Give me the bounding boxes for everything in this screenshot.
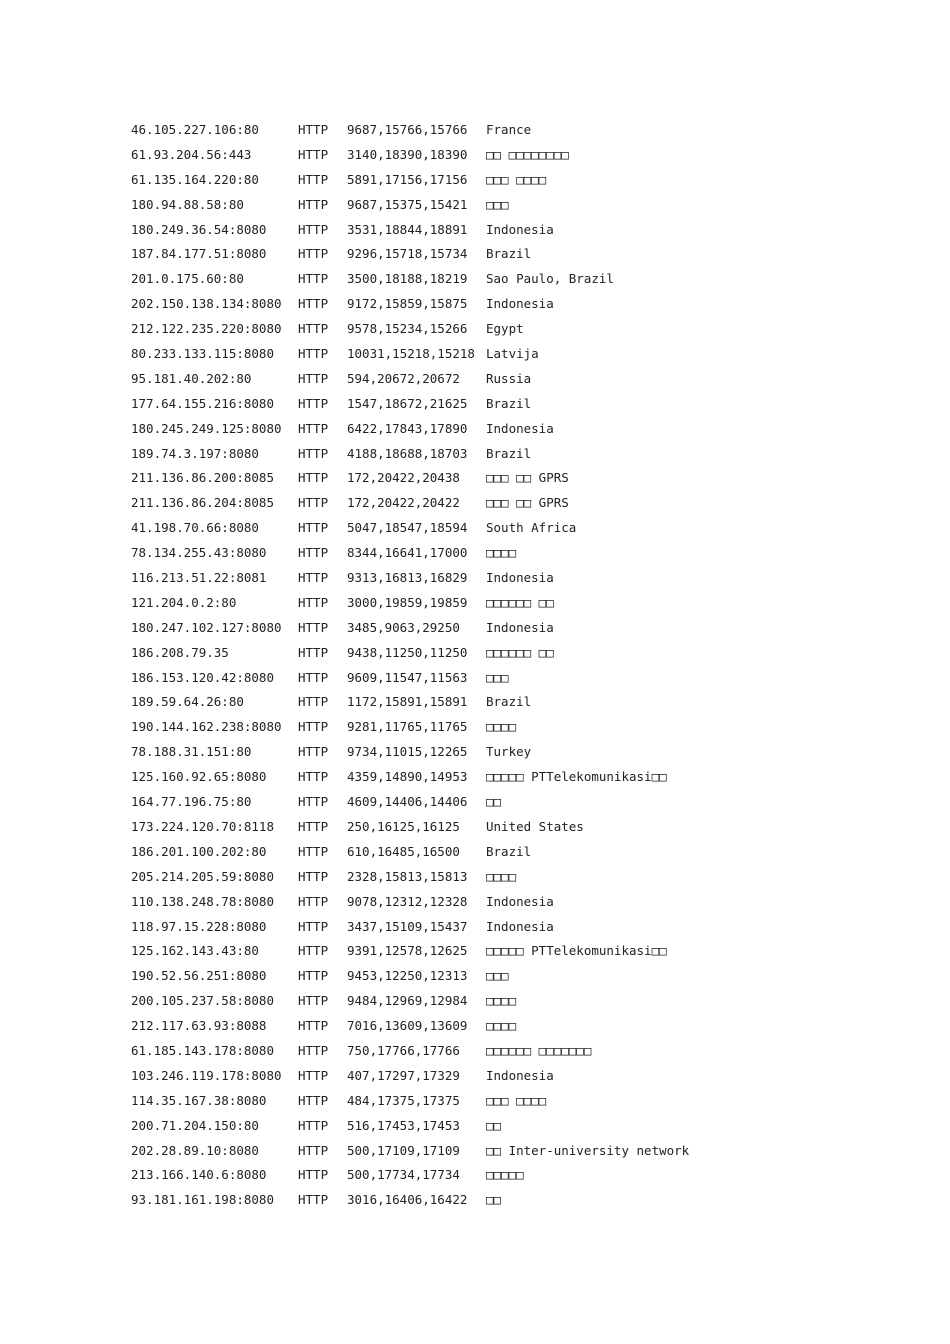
timing-values: 9078,12312,12328 — [347, 893, 468, 909]
list-item — [131, 193, 911, 218]
ip-address: 116.213.51.22:8081 — [131, 570, 267, 586]
ip-address: 211.136.86.200:8085 — [131, 470, 274, 486]
list-item — [131, 641, 911, 666]
protocol: HTTP — [298, 146, 329, 162]
location: □□□□□□ □□ — [486, 594, 554, 610]
protocol: HTTP — [298, 1167, 329, 1183]
location: □□□ □□□□ — [486, 171, 547, 187]
list-item — [131, 666, 911, 691]
timing-values: 9687,15375,15421 — [347, 196, 468, 212]
timing-values: 4359,14890,14953 — [347, 769, 468, 785]
protocol: HTTP — [298, 769, 329, 785]
location: □□ — [486, 1192, 502, 1208]
location: □□□□ — [486, 1018, 517, 1034]
timing-values: 3000,19859,19859 — [347, 594, 468, 610]
ip-address: 41.198.70.66:8080 — [131, 520, 259, 536]
ip-address: 61.135.164.220:80 — [131, 171, 259, 187]
ip-address: 190.144.162.238:8080 — [131, 719, 282, 735]
ip-address: 95.181.40.202:80 — [131, 370, 252, 386]
list-item — [131, 989, 911, 1014]
timing-values: 610,16485,16500 — [347, 843, 460, 859]
location: Sao Paulo, Brazil — [486, 271, 614, 287]
location: Latvija — [486, 346, 539, 362]
location: □□□□□ PTTelekomunikasi□□ — [486, 943, 667, 959]
timing-values: 3016,16406,16422 — [347, 1192, 468, 1208]
location: Brazil — [486, 843, 532, 859]
protocol: HTTP — [298, 993, 329, 1009]
list-item — [131, 292, 911, 317]
location: □□□□ — [486, 868, 517, 884]
proxy-list — [131, 118, 911, 1213]
ip-address: 61.185.143.178:8080 — [131, 1042, 274, 1058]
list-item — [131, 715, 911, 740]
timing-values: 407,17297,17329 — [347, 1067, 460, 1083]
protocol: HTTP — [298, 545, 329, 561]
timing-values: 10031,15218,15218 — [347, 346, 475, 362]
ip-address: 201.0.175.60:80 — [131, 271, 244, 287]
list-item — [131, 740, 911, 765]
location: □□□□ — [486, 993, 517, 1009]
timing-values: 9172,15859,15875 — [347, 296, 468, 312]
protocol: HTTP — [298, 619, 329, 635]
protocol: HTTP — [298, 694, 329, 710]
ip-address: 212.122.235.220:8080 — [131, 321, 282, 337]
protocol: HTTP — [298, 893, 329, 909]
location: France — [486, 122, 532, 137]
list-item — [131, 442, 911, 467]
location: Indonesia — [486, 221, 554, 237]
timing-values: 594,20672,20672 — [347, 370, 460, 386]
timing-values: 4609,14406,14406 — [347, 794, 468, 810]
list-item — [131, 890, 911, 915]
ip-address: 180.245.249.125:8080 — [131, 420, 282, 436]
list-item — [131, 541, 911, 566]
location: Indonesia — [486, 893, 554, 909]
list-item — [131, 915, 911, 940]
timing-values: 5047,18547,18594 — [347, 520, 468, 536]
location: □□□ — [486, 968, 509, 984]
location: □□ — [486, 1117, 502, 1133]
ip-address: 164.77.196.75:80 — [131, 794, 252, 810]
protocol: HTTP — [298, 370, 329, 386]
ip-address: 78.134.255.43:8080 — [131, 545, 267, 561]
list-item — [131, 840, 911, 865]
protocol: HTTP — [298, 744, 329, 760]
timing-values: 250,16125,16125 — [347, 818, 460, 834]
timing-values: 500,17109,17109 — [347, 1142, 460, 1158]
location: □□□□□□ □□□□□□□ — [486, 1042, 592, 1058]
timing-values: 9281,11765,11765 — [347, 719, 468, 735]
list-item — [131, 267, 911, 292]
location: Turkey — [486, 744, 532, 760]
ip-address: 114.35.167.38:8080 — [131, 1092, 267, 1108]
list-item — [131, 218, 911, 243]
ip-address: 202.28.89.10:8080 — [131, 1142, 259, 1158]
ip-address: 103.246.119.178:8080 — [131, 1067, 282, 1083]
list-item — [131, 491, 911, 516]
ip-address: 46.105.227.106:80 — [131, 122, 259, 137]
ip-address: 211.136.86.204:8085 — [131, 495, 274, 511]
protocol: HTTP — [298, 395, 329, 411]
location: Russia — [486, 370, 532, 386]
ip-address: 186.153.120.42:8080 — [131, 669, 274, 685]
protocol: HTTP — [298, 1092, 329, 1108]
list-item — [131, 616, 911, 641]
timing-values: 172,20422,20438 — [347, 470, 460, 486]
protocol: HTTP — [298, 196, 329, 212]
timing-values: 4188,18688,18703 — [347, 445, 468, 461]
timing-values: 3140,18390,18390 — [347, 146, 468, 162]
protocol: HTTP — [298, 1117, 329, 1133]
list-item — [131, 118, 911, 143]
protocol: HTTP — [298, 495, 329, 511]
ip-address: 118.97.15.228:8080 — [131, 918, 267, 934]
list-item — [131, 516, 911, 541]
ip-address: 189.59.64.26:80 — [131, 694, 244, 710]
protocol: HTTP — [298, 171, 329, 187]
timing-values: 9296,15718,15734 — [347, 246, 468, 262]
protocol: HTTP — [298, 346, 329, 362]
location: Brazil — [486, 445, 532, 461]
protocol: HTTP — [298, 296, 329, 312]
location: Indonesia — [486, 619, 554, 635]
location: Indonesia — [486, 570, 554, 586]
timing-values: 9609,11547,11563 — [347, 669, 468, 685]
list-item — [131, 566, 911, 591]
protocol: HTTP — [298, 520, 329, 536]
location: □□□ — [486, 669, 509, 685]
timing-values: 9578,15234,15266 — [347, 321, 468, 337]
ip-address: 189.74.3.197:8080 — [131, 445, 259, 461]
location: United States — [486, 818, 584, 834]
protocol: HTTP — [298, 968, 329, 984]
location: South Africa — [486, 520, 577, 536]
location: Brazil — [486, 246, 532, 262]
location: Indonesia — [486, 918, 554, 934]
timing-values: 500,17734,17734 — [347, 1167, 460, 1183]
timing-values: 516,17453,17453 — [347, 1117, 460, 1133]
ip-address: 80.233.133.115:8080 — [131, 346, 274, 362]
location: □□□ □□ GPRS — [486, 495, 569, 511]
list-item — [131, 466, 911, 491]
list-item — [131, 392, 911, 417]
timing-values: 172,20422,20422 — [347, 495, 460, 511]
timing-values: 6422,17843,17890 — [347, 420, 468, 436]
list-item — [131, 417, 911, 442]
list-item — [131, 1014, 911, 1039]
timing-values: 3500,18188,18219 — [347, 271, 468, 287]
ip-address: 200.105.237.58:8080 — [131, 993, 274, 1009]
ip-address: 190.52.56.251:8080 — [131, 968, 267, 984]
timing-values: 7016,13609,13609 — [347, 1018, 468, 1034]
ip-address: 93.181.161.198:8080 — [131, 1192, 274, 1208]
location: Indonesia — [486, 1067, 554, 1083]
timing-values: 9734,11015,12265 — [347, 744, 468, 760]
location: □□□ □□□□ — [486, 1092, 547, 1108]
timing-values: 1547,18672,21625 — [347, 395, 468, 411]
list-item — [131, 1139, 911, 1164]
protocol: HTTP — [298, 470, 329, 486]
location: □□ Inter-university network — [486, 1142, 690, 1158]
ip-address: 173.224.120.70:8118 — [131, 818, 274, 834]
timing-values: 5891,17156,17156 — [347, 171, 468, 187]
ip-address: 125.160.92.65:8080 — [131, 769, 267, 785]
protocol: HTTP — [298, 794, 329, 810]
ip-address: 205.214.205.59:8080 — [131, 868, 274, 884]
protocol: HTTP — [298, 570, 329, 586]
protocol: HTTP — [298, 719, 329, 735]
location: □□□□ — [486, 719, 517, 735]
timing-values: 3531,18844,18891 — [347, 221, 468, 237]
list-item — [131, 1188, 911, 1213]
list-item — [131, 765, 911, 790]
protocol: HTTP — [298, 122, 329, 137]
location: □□□□□□ □□ — [486, 644, 554, 660]
protocol: HTTP — [298, 594, 329, 610]
list-item — [131, 168, 911, 193]
list-item — [131, 1089, 911, 1114]
list-item — [131, 1039, 911, 1064]
ip-address: 177.64.155.216:8080 — [131, 395, 274, 411]
location: □□□□ — [486, 545, 517, 561]
list-item — [131, 1064, 911, 1089]
protocol: HTTP — [298, 1067, 329, 1083]
ip-address: 180.249.36.54:8080 — [131, 221, 267, 237]
list-item — [131, 143, 911, 168]
list-item — [131, 342, 911, 367]
timing-values: 750,17766,17766 — [347, 1042, 460, 1058]
list-item — [131, 367, 911, 392]
timing-values: 484,17375,17375 — [347, 1092, 460, 1108]
ip-address: 186.208.79.35 — [131, 644, 229, 660]
protocol: HTTP — [298, 1142, 329, 1158]
list-item — [131, 591, 911, 616]
list-item — [131, 865, 911, 890]
protocol: HTTP — [298, 1042, 329, 1058]
ip-address: 212.117.63.93:8088 — [131, 1018, 267, 1034]
protocol: HTTP — [298, 843, 329, 859]
ip-address: 202.150.138.134:8080 — [131, 296, 282, 312]
protocol: HTTP — [298, 1018, 329, 1034]
location: Egypt — [486, 321, 524, 337]
list-item — [131, 964, 911, 989]
location: □□□ — [486, 196, 509, 212]
protocol: HTTP — [298, 918, 329, 934]
location: □□ □□□□□□□□ — [486, 146, 569, 162]
ip-address: 78.188.31.151:80 — [131, 744, 252, 760]
timing-values: 9391,12578,12625 — [347, 943, 468, 959]
list-item — [131, 815, 911, 840]
protocol: HTTP — [298, 445, 329, 461]
ip-address: 125.162.143.43:80 — [131, 943, 259, 959]
ip-address: 110.138.248.78:8080 — [131, 893, 274, 909]
protocol: HTTP — [298, 1192, 329, 1208]
location: □□□ □□ GPRS — [486, 470, 569, 486]
location: Brazil — [486, 395, 532, 411]
location: □□ — [486, 794, 502, 810]
ip-address: 121.204.0.2:80 — [131, 594, 237, 610]
location: Brazil — [486, 694, 532, 710]
timing-values: 3485,9063,29250 — [347, 619, 460, 635]
timing-values: 9438,11250,11250 — [347, 644, 468, 660]
protocol: HTTP — [298, 644, 329, 660]
timing-values: 9313,16813,16829 — [347, 570, 468, 586]
location: □□□□□ — [486, 1167, 524, 1183]
protocol: HTTP — [298, 868, 329, 884]
ip-address: 180.247.102.127:8080 — [131, 619, 282, 635]
timing-values: 9687,15766,15766 — [347, 122, 468, 137]
ip-address: 186.201.100.202:80 — [131, 843, 267, 859]
location: □□□□□ PTTelekomunikasi□□ — [486, 769, 667, 785]
timing-values: 9453,12250,12313 — [347, 968, 468, 984]
protocol: HTTP — [298, 221, 329, 237]
ip-address: 200.71.204.150:80 — [131, 1117, 259, 1133]
location: Indonesia — [486, 420, 554, 436]
ip-address: 61.93.204.56:443 — [131, 146, 252, 162]
list-item — [131, 317, 911, 342]
protocol: HTTP — [298, 420, 329, 436]
ip-address: 180.94.88.58:80 — [131, 196, 244, 212]
protocol: HTTP — [298, 246, 329, 262]
protocol: HTTP — [298, 943, 329, 959]
timing-values: 3437,15109,15437 — [347, 918, 468, 934]
list-item — [131, 1163, 911, 1188]
protocol: HTTP — [298, 321, 329, 337]
ip-address: 187.84.177.51:8080 — [131, 246, 267, 262]
list-item — [131, 790, 911, 815]
list-item — [131, 242, 911, 267]
protocol: HTTP — [298, 818, 329, 834]
list-item — [131, 690, 911, 715]
protocol: HTTP — [298, 669, 329, 685]
timing-values: 1172,15891,15891 — [347, 694, 468, 710]
list-item — [131, 1114, 911, 1139]
location: Indonesia — [486, 296, 554, 312]
list-item — [131, 939, 911, 964]
protocol: HTTP — [298, 271, 329, 287]
ip-address: 213.166.140.6:8080 — [131, 1167, 267, 1183]
timing-values: 9484,12969,12984 — [347, 993, 468, 1009]
timing-values: 8344,16641,17000 — [347, 545, 468, 561]
timing-values: 2328,15813,15813 — [347, 868, 468, 884]
